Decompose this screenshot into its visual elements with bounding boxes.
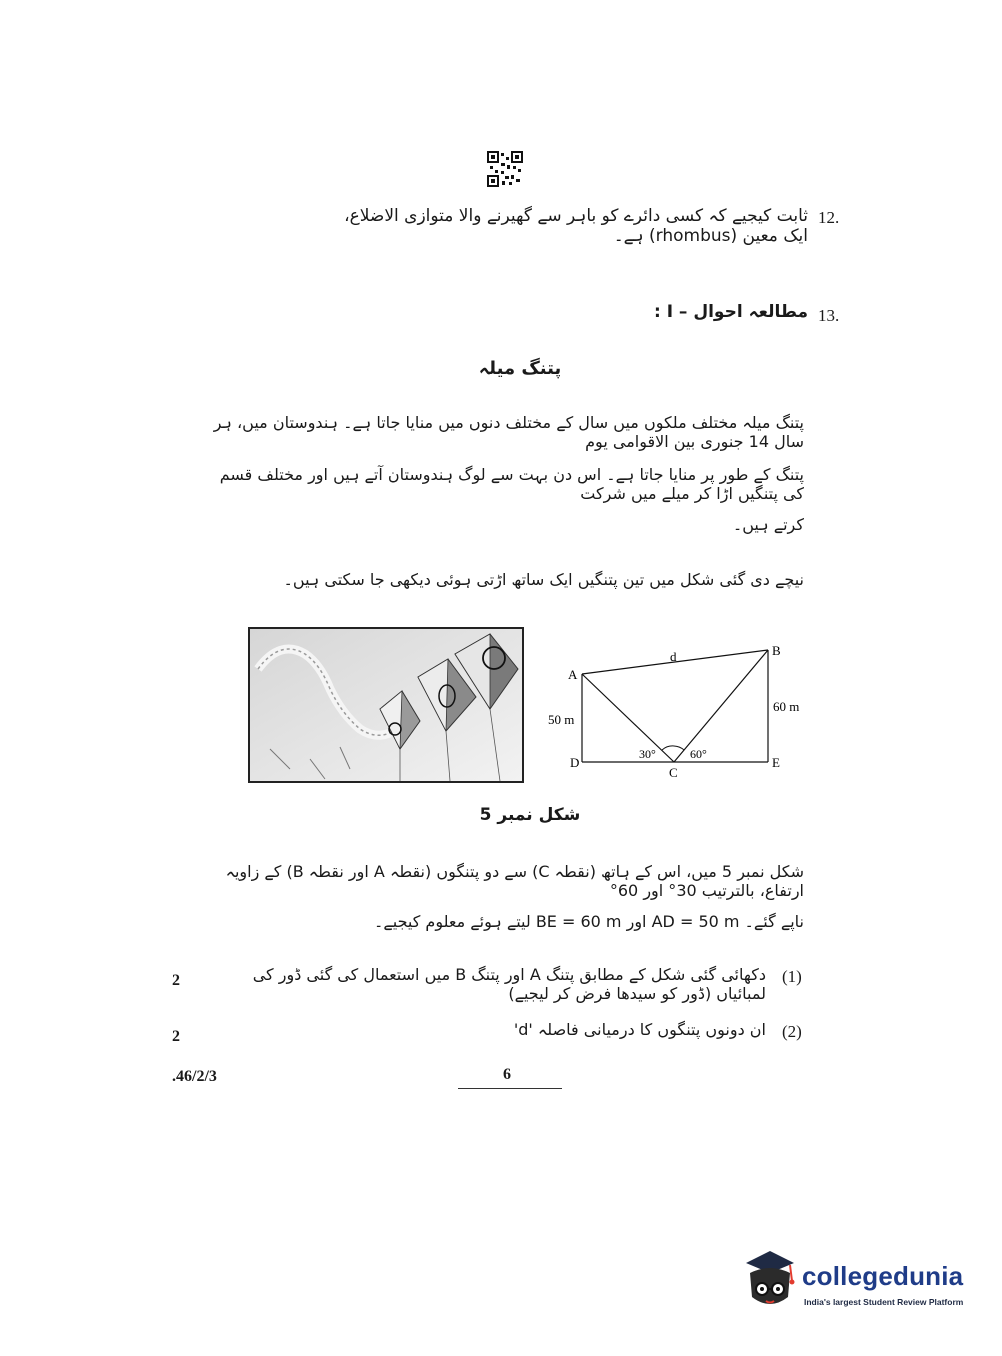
- question-12-number: 12.: [818, 208, 840, 227]
- label-b: B: [772, 643, 781, 658]
- kites-photo: [248, 627, 524, 783]
- brand-name: collegedunia: [802, 1261, 964, 1291]
- paragraph-1-line-3: کرتے ہیں۔: [732, 515, 804, 534]
- kites-illustration: [250, 629, 522, 781]
- paragraph-3-line-2: ناپے گئے۔ AD = 50 m اور BE = 60 m لیتے ہوئے معلوم کیجیے۔: [373, 912, 804, 931]
- label-d: D: [570, 755, 580, 770]
- label-angle-30: 30°: [639, 747, 656, 761]
- angle-arc-left: [662, 746, 674, 750]
- case-study-heading: مطالعہ احوال – I :: [653, 302, 808, 322]
- paragraph-1-line-1: پتنگ میلہ مختلف ملکوں میں سال کے مختلف دنوں میں منایا جاتا ہے۔ ہندوستان میں، ہر سال 14 جنوری بین الاقوامی یوم: [213, 413, 804, 452]
- label-be-length: 60 m: [773, 699, 800, 714]
- line-cb: [674, 650, 768, 762]
- paragraph-1-line-2: پتنگ کے طور پر منایا جاتا ہے۔ اس دن بہت سے لوگ ہندوستان آتے ہیں اور مختلف قسم کی پتنگیں اڑا کر میلے میں شرکت: [219, 465, 804, 504]
- question-12-text: ثابت کیجیے کہ کسی دائرے کو باہر سے گھیرنے والا متوازی الاضلاع، ایک معین (rhombus) ہے۔: [344, 206, 808, 247]
- line-ac: [582, 674, 674, 762]
- collegedunia-watermark: [740, 1247, 970, 1319]
- case-study-title: پتنگ میلہ: [478, 358, 562, 379]
- page-number: 6: [503, 1066, 511, 1083]
- geometry-diagram: [540, 638, 820, 788]
- label-angle-60: 60°: [690, 747, 707, 761]
- question-13-number: 13.: [818, 306, 840, 325]
- sub-question-2-number: (2): [782, 1022, 802, 1041]
- paragraph-3-line-1: شکل نمبر 5 میں، اس کے ہاتھ (نقطہ C) سے دو پتنگوں (نقطہ A اور نقطہ B) کے زاویہ ارتفاع، بالترتیب 30° اور 60°: [225, 862, 804, 901]
- label-c: C: [669, 765, 678, 780]
- sub-question-1-marks: 2: [172, 972, 180, 989]
- sub-question-1-text: دکھائی گئی شکل کے مطابق پتنگ A اور پتنگ B میں استعمال کی گئی ڈور کی لمبائیاں (ڈور کو سیدھا فرض کر لیجیے): [252, 965, 766, 1004]
- sub-question-2-text: ان دونوں پتنگوں کا درمیانی فاصلہ 'd': [513, 1020, 766, 1039]
- label-a: A: [568, 667, 578, 682]
- angle-arc-right: [674, 746, 684, 750]
- sub-question-1-number: (1): [782, 967, 802, 986]
- sub-question-2-marks: 2: [172, 1028, 180, 1045]
- label-e: E: [772, 755, 780, 770]
- label-distance-d: d: [670, 649, 677, 664]
- paper-code: .46/2/3: [172, 1068, 217, 1085]
- student-mascot-icon: [740, 1249, 800, 1315]
- figure-caption: شکل نمبر 5: [479, 805, 581, 825]
- qr-code-icon: [487, 151, 523, 187]
- label-ad-length: 50 m: [548, 712, 575, 727]
- brand-tagline: India's largest Student Review Platform: [804, 1297, 964, 1307]
- paragraph-2: نیچے دی گئی شکل میں تین پتنگیں ایک ساتھ اڑتی ہوئی دیکھی جا سکتی ہیں۔: [283, 570, 804, 589]
- page-number-underline: [458, 1088, 562, 1089]
